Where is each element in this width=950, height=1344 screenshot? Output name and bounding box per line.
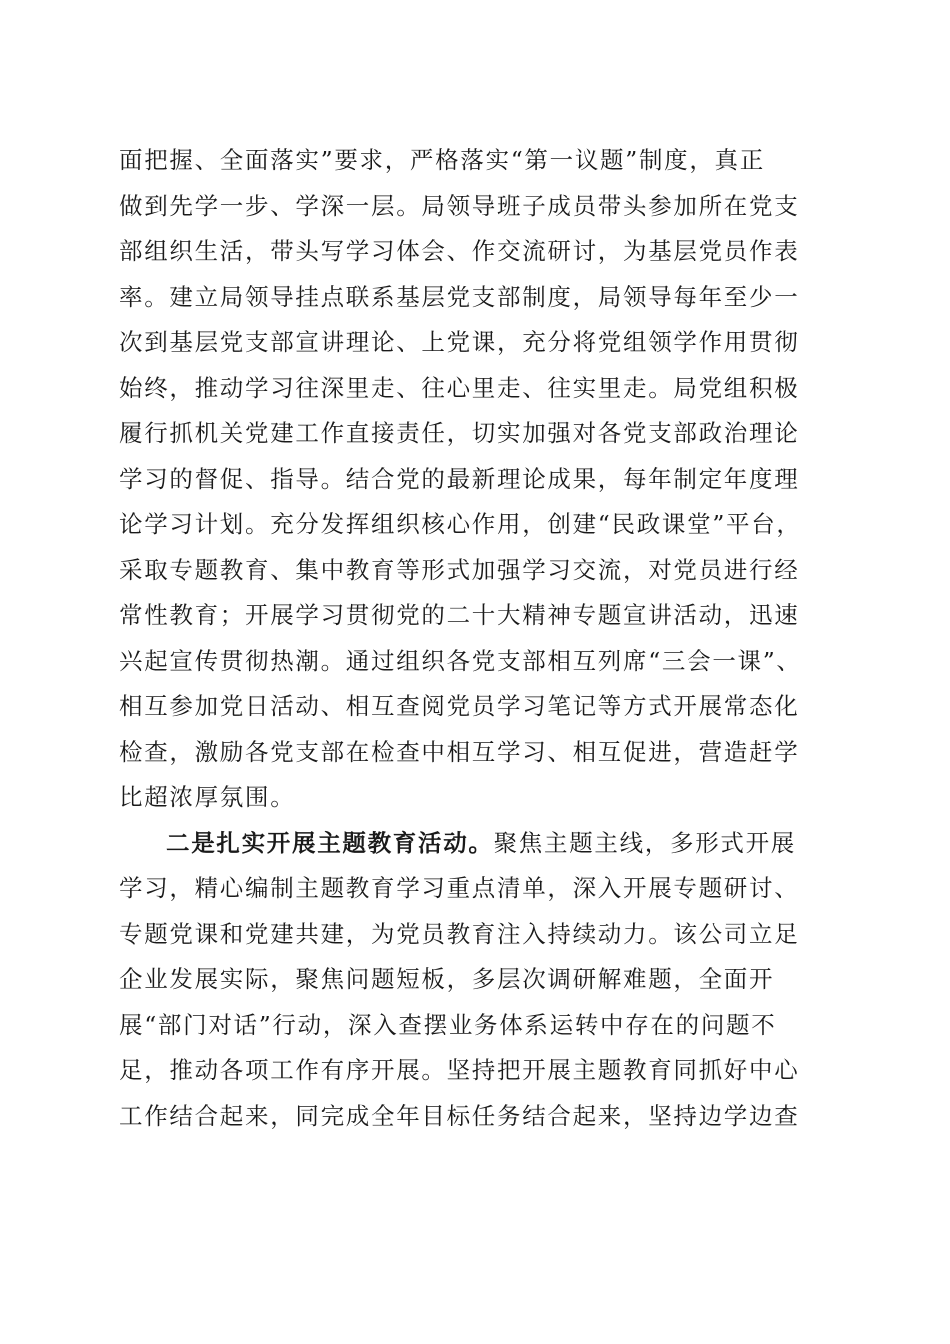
text-line: 专题党课和党建共建，为党员教育注入持续动力。该公司立足 [119, 919, 800, 948]
text-line: 学习，精心编制主题教育学习重点清单，深入开展专题研讨、 [119, 874, 800, 902]
text-line: 论学习计划。充分发挥组织核心作用，创建“民政课堂”平台， [119, 510, 802, 538]
text-line: 检查，激励各党支部在检查中相互学习、相互促进，营造赶学 [119, 737, 800, 766]
text-line: 采取专题教育、集中教育等形式加强学习交流，对党员进行经 [119, 555, 800, 584]
paragraph2-first-line-rest: 聚焦主题主线，多形式开展 [493, 828, 797, 857]
text-line: 展“部门对话”行动，深入查摆业务体系运转中存在的问题不 [119, 1010, 777, 1039]
text-line: 比超浓厚氛围。 [119, 783, 296, 811]
paragraph2-lead: 二是扎实开展主题教育活动。 [166, 828, 494, 857]
text-line: 部组织生活，带头写学习体会、作交流研讨，为基层党员作表 [119, 237, 800, 265]
text-line: 面把握、全面落实”要求，严格落实“第一议题”制度，真正 [119, 146, 765, 174]
text-line: 做到先学一步、学深一层。局领导班子成员带头参加所在党支 [119, 191, 800, 220]
paragraph2-first-line [119, 821, 834, 867]
text-line: 企业发展实际，聚焦问题短板，多层次调研解难题，全面开 [119, 965, 775, 993]
text-line: 相互参加党日活动、相互查阅党员学习笔记等方式开展常态化 [119, 692, 800, 720]
text-line: 履行抓机关党建工作直接责任，切实加强对各党支部政治理论 [119, 419, 800, 447]
body-text [119, 138, 834, 1139]
text-line: 工作结合起来，同完成全年目标任务结合起来，坚持边学边查 [119, 1101, 800, 1130]
text-line: 足，推动各项工作有序开展。坚持把开展主题教育同抓好中心 [119, 1056, 800, 1084]
text-line: 常性教育；开展学习贯彻党的二十大精神专题宣讲活动，迅速 [119, 601, 800, 629]
text-line: 率。建立局领导挂点联系基层党支部制度，局领导每年至少一 [119, 282, 800, 311]
text-line: 始终，推动学习往深里走、往心里走、往实里走。局党组积极 [119, 373, 800, 402]
text-line: 次到基层党支部宣讲理论、上党课，充分将党组领学作用贯彻 [119, 328, 800, 356]
text-line: 学习的督促、指导。结合党的最新理论成果，每年制定年度理 [119, 464, 800, 493]
text-line: 兴起宣传贯彻热潮。通过组织各党支部相互列席“三会一课”、 [119, 646, 802, 675]
